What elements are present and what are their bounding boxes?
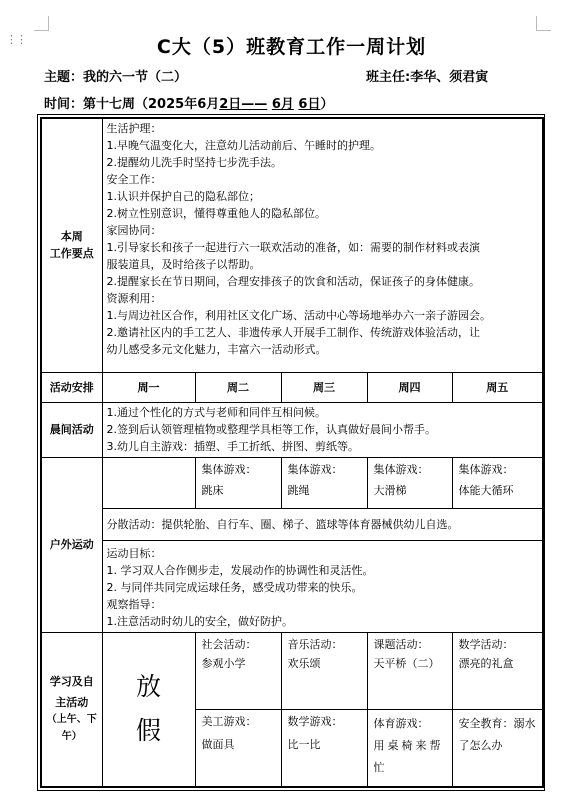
outdoor-game-title: 集体游戏： bbox=[373, 462, 429, 476]
outdoor-goals-row bbox=[41, 540, 543, 632]
outdoor-game-name: 大滑梯 bbox=[373, 483, 407, 497]
study-activity-cell[interactable] bbox=[281, 632, 367, 709]
work-point-line: 1.早晚气温变化大，注意幼儿活动前后、午睡时的护理。 bbox=[106, 139, 381, 152]
holiday-cell[interactable] bbox=[102, 632, 195, 787]
outdoor-goal-line: 1.注意活动时幼儿的安全，做好防护。 bbox=[106, 614, 293, 628]
work-point-line: 服装道具，及时给孩子以帮助。 bbox=[106, 258, 261, 271]
study-label bbox=[41, 632, 102, 787]
day-tuesday: 周二 bbox=[195, 372, 281, 402]
morning-line: 1.通过个性化的方式与老师和同伴互相问候。 bbox=[106, 405, 326, 419]
study-activity-name: 溺水了怎么办 bbox=[458, 716, 536, 752]
outdoor-goal-line: 运动目标： bbox=[106, 546, 162, 560]
study-activity-cell[interactable] bbox=[281, 709, 367, 787]
morning-content[interactable] bbox=[102, 402, 543, 457]
study-row-1 bbox=[41, 632, 543, 709]
work-points-content[interactable] bbox=[102, 118, 543, 372]
end-day: 6日 bbox=[298, 97, 321, 112]
schedule-row bbox=[41, 372, 543, 402]
outdoor-game-cell[interactable] bbox=[281, 457, 367, 508]
outdoor-game-title: 集体游戏： bbox=[287, 462, 343, 476]
morning-row bbox=[41, 402, 543, 457]
work-points-label-line1: 本周 bbox=[60, 230, 83, 244]
outdoor-game-name: 跳绳 bbox=[287, 483, 310, 497]
teacher-value: 李华、须君寅 bbox=[410, 70, 489, 85]
page-corner-mark-left bbox=[34, 16, 49, 31]
end-month: 6月 bbox=[271, 97, 294, 112]
start-day: 2日 bbox=[219, 97, 242, 112]
page-title: C大（5）班教育工作一周计划 bbox=[156, 36, 427, 58]
day-wednesday: 周三 bbox=[281, 372, 367, 402]
study-activity-title: 社会活动： bbox=[201, 637, 257, 651]
outdoor-game-cell[interactable] bbox=[452, 457, 543, 508]
outdoor-games-row bbox=[41, 457, 543, 508]
study-label-line1: 学习及自 bbox=[49, 675, 94, 689]
study-activity-name: 漂亮的礼盒 bbox=[458, 656, 514, 670]
work-point-line: 2.提醒幼儿洗手时坚持七步洗手法。 bbox=[106, 156, 282, 169]
study-label-line3: （上午、下 bbox=[46, 714, 97, 726]
study-activity-name: 欢乐颂 bbox=[287, 656, 321, 670]
work-point-line: 2.提醒家长在节日期间，合理安排孩子的饮食和活动，保证孩子的身体健康。 bbox=[106, 275, 480, 288]
theme-line bbox=[44, 66, 187, 85]
day-monday: 周一 bbox=[102, 372, 195, 402]
schedule-label: 活动安排 bbox=[41, 372, 102, 402]
study-activity-cell[interactable] bbox=[452, 632, 543, 709]
study-activity-cell[interactable] bbox=[367, 709, 452, 787]
outdoor-game-cell[interactable] bbox=[195, 457, 281, 508]
weekly-plan-table bbox=[40, 117, 544, 788]
work-point-line: 1.与周边社区合作，利用社区文化广场、活动中心等场地举办六一亲子游园会。 bbox=[106, 309, 491, 322]
holiday-char-2: 假 bbox=[135, 716, 161, 746]
outdoor-free-content[interactable]: 分散活动：提供轮胎、自行车、圈、梯子、篮球等体育器械供幼儿自选。 bbox=[102, 508, 543, 540]
outdoor-goal-line: 2. 与同伴共同完成运球任务，感受成功带来的快乐。 bbox=[106, 580, 363, 594]
work-point-line: 1.认识并保护自己的隐私部位； bbox=[106, 190, 260, 203]
morning-line: 2.签到后认领管理植物或整理学具柜等工作，认真做好晨间小帮手。 bbox=[106, 422, 436, 436]
outdoor-goal-line: 观察指导： bbox=[106, 597, 162, 611]
study-label-line4: 午） bbox=[61, 731, 82, 743]
morning-line: 3.幼儿自主游戏：插塑、手工折纸、拼图、剪纸等。 bbox=[106, 439, 359, 453]
outdoor-game-cell[interactable] bbox=[367, 457, 452, 508]
time-line bbox=[44, 93, 333, 112]
study-activity-cell[interactable] bbox=[195, 709, 281, 787]
work-point-line: 资源利用： bbox=[106, 292, 162, 305]
date-close: ） bbox=[320, 97, 334, 112]
study-activity-title: 美工游戏： bbox=[201, 714, 257, 728]
teacher-line bbox=[366, 66, 488, 85]
study-activity-title: 体育游戏： bbox=[373, 716, 429, 730]
work-point-line: 生活护理： bbox=[106, 122, 162, 135]
outdoor-game-name: 体能大循环 bbox=[458, 483, 514, 497]
work-point-line: 安全工作： bbox=[106, 173, 162, 186]
work-point-line: 2.邀请社区内的手工艺人、非遗传承人开展手工制作、传统游戏体验活动，让 bbox=[106, 326, 480, 339]
outdoor-monday-empty[interactable] bbox=[102, 457, 195, 508]
outdoor-free-row bbox=[41, 508, 543, 540]
morning-label: 晨间活动 bbox=[41, 402, 102, 457]
study-activity-cell[interactable] bbox=[195, 632, 281, 709]
time-label: 时间： bbox=[44, 97, 84, 112]
table-move-handle-icon[interactable]: ⋮⋮ bbox=[6, 33, 26, 46]
outdoor-label: 户外运动 bbox=[41, 457, 102, 632]
study-activity-cell[interactable] bbox=[367, 632, 452, 709]
outdoor-goals-content[interactable] bbox=[102, 540, 543, 632]
study-activity-title: 安全教育： bbox=[458, 716, 514, 730]
work-points-label bbox=[41, 118, 102, 372]
outdoor-game-name: 跳床 bbox=[201, 483, 224, 497]
week-value: 第十七周（2025年6月 bbox=[83, 97, 220, 112]
study-label-line2: 主活动 bbox=[55, 696, 89, 710]
study-activity-title: 数学活动： bbox=[458, 637, 514, 651]
study-activity-name: 用桌椅来帮忙 bbox=[373, 738, 444, 774]
work-point-line: 1.引导家长和孩子一起进行六一联欢活动的准备，如：需要的制作材料或表演 bbox=[106, 241, 480, 254]
teacher-label: 班主任: bbox=[366, 70, 411, 85]
study-activity-name: 参观小学 bbox=[201, 656, 246, 670]
study-activity-title: 课题活动： bbox=[373, 637, 429, 651]
work-point-line: 家园协同： bbox=[106, 224, 162, 237]
holiday-char-1: 放 bbox=[135, 672, 161, 702]
study-activity-title: 数学游戏： bbox=[287, 714, 343, 728]
study-activity-name: 做面具 bbox=[201, 737, 235, 751]
study-activity-title: 音乐活动： bbox=[287, 637, 343, 651]
outdoor-game-title: 集体游戏： bbox=[458, 462, 514, 476]
work-points-row bbox=[41, 118, 543, 372]
day-thursday: 周四 bbox=[367, 372, 452, 402]
work-points-label-line2: 工作要点 bbox=[49, 247, 94, 261]
day-friday: 周五 bbox=[452, 372, 543, 402]
theme-value: 我的六一节（二） bbox=[83, 70, 188, 85]
outdoor-game-title: 集体游戏： bbox=[201, 462, 257, 476]
outdoor-goal-line: 1. 学习双人合作侧步走，发展动作的协调性和灵活性。 bbox=[106, 563, 374, 577]
study-activity-name: 天平桥（二） bbox=[373, 656, 440, 670]
study-activity-name: 比一比 bbox=[287, 737, 321, 751]
work-point-line: 幼儿感受多元文化魅力，丰富六一活动形式。 bbox=[106, 343, 327, 356]
theme-label: 主题： bbox=[44, 70, 84, 85]
work-point-line: 2.树立性别意识，懂得尊重他人的隐私部位。 bbox=[106, 207, 326, 220]
study-activity-cell[interactable] bbox=[452, 709, 543, 787]
date-dash: —— bbox=[241, 97, 268, 112]
page-corner-mark-right bbox=[536, 16, 551, 31]
